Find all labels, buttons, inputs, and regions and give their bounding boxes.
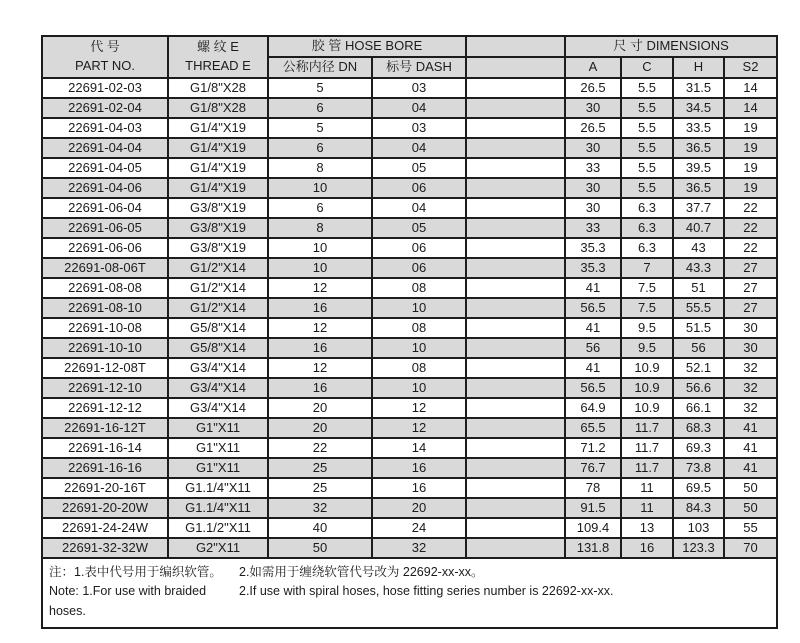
table-row: [42, 118, 777, 138]
cell-dash: 20: [372, 498, 466, 518]
table-header: [42, 36, 777, 78]
table-row: [42, 318, 777, 338]
cell-thread: G3/4"X14: [168, 358, 268, 378]
cell-dim-h: 31.5: [673, 78, 724, 98]
cell-dim-a: 65.5: [565, 418, 621, 438]
cell-dim-c: 5.5: [621, 98, 673, 118]
cell-thread: G1.1/4"X11: [168, 498, 268, 518]
cell-dim-h: 36.5: [673, 138, 724, 158]
cell-illustration: [466, 238, 565, 258]
cell-dash: 10: [372, 378, 466, 398]
cell-dim-s2: 50: [724, 498, 777, 518]
cell-dash: 32: [372, 538, 466, 558]
cell-dim-h: 73.8: [673, 458, 724, 478]
cell-dim-h: 40.7: [673, 218, 724, 238]
cell-dim-s2: 41: [724, 418, 777, 438]
header-thread: [168, 36, 268, 78]
note-en-2: 2.If use with spiral hoses, hose fitting series number is 22692-xx-xx.: [239, 584, 614, 599]
table-row: [42, 518, 777, 538]
cell-dash: 14: [372, 438, 466, 458]
cell-illustration: [466, 218, 565, 238]
table-row: [42, 298, 777, 318]
cell-thread: G1/8"X28: [168, 78, 268, 98]
cell-dim-a: 35.3: [565, 238, 621, 258]
cell-dim-s2: 27: [724, 278, 777, 298]
cell-thread: G1/2"X14: [168, 278, 268, 298]
header-dn: 公称内径 DN: [268, 57, 372, 78]
cell-dim-a: 26.5: [565, 118, 621, 138]
cell-thread: G3/8"X19: [168, 198, 268, 218]
cell-dim-h: 123.3: [673, 538, 724, 558]
table-row: [42, 358, 777, 378]
note-zh-2: 2.如需用于缠绕软管代号改为 22692-xx-xx。: [239, 565, 484, 579]
cell-dash: 12: [372, 418, 466, 438]
cell-dash: 10: [372, 298, 466, 318]
cell-dim-s2: 41: [724, 458, 777, 478]
cell-illustration: [466, 518, 565, 538]
cell-thread: G3/8"X19: [168, 238, 268, 258]
cell-dim-a: 109.4: [565, 518, 621, 538]
note-line-en: [49, 582, 770, 621]
cell-dash: 06: [372, 178, 466, 198]
cell-dim-h: 55.5: [673, 298, 724, 318]
cell-dim-c: 6.3: [621, 198, 673, 218]
cell-dash: 08: [372, 358, 466, 378]
cell-illustration: [466, 198, 565, 218]
table-row: [42, 498, 777, 518]
cell-dim-a: 64.9: [565, 398, 621, 418]
cell-thread: G3/8"X19: [168, 218, 268, 238]
cell-dim-a: 56.5: [565, 298, 621, 318]
cell-dim-c: 5.5: [621, 78, 673, 98]
cell-dim-h: 66.1: [673, 398, 724, 418]
notes-row: [42, 558, 777, 628]
cell-dim-s2: 55: [724, 518, 777, 538]
cell-dn: 10: [268, 258, 372, 278]
cell-dim-c: 11.7: [621, 418, 673, 438]
cell-illustration: [466, 378, 565, 398]
cell-dim-c: 11: [621, 498, 673, 518]
table-row: [42, 338, 777, 358]
cell-thread: G3/4"X14: [168, 378, 268, 398]
cell-dim-s2: 50: [724, 478, 777, 498]
cell-thread: G1"X11: [168, 458, 268, 478]
cell-thread: G2"X11: [168, 538, 268, 558]
cell-dn: 10: [268, 238, 372, 258]
cell-dn: 50: [268, 538, 372, 558]
cell-dash: 10: [372, 338, 466, 358]
cell-dim-s2: 32: [724, 398, 777, 418]
cell-dn: 5: [268, 78, 372, 98]
cell-dash: 03: [372, 118, 466, 138]
cell-illustration: [466, 138, 565, 158]
table-row: [42, 218, 777, 238]
cell-dim-c: 5.5: [621, 178, 673, 198]
cell-part-no: 22691-24-24W: [42, 518, 168, 538]
cell-dim-h: 51: [673, 278, 724, 298]
cell-dim-a: 26.5: [565, 78, 621, 98]
cell-dim-s2: 30: [724, 318, 777, 338]
cell-dim-c: 6.3: [621, 238, 673, 258]
cell-thread: G1/4"X19: [168, 158, 268, 178]
cell-dash: 05: [372, 218, 466, 238]
table-row: [42, 258, 777, 278]
cell-dim-a: 78: [565, 478, 621, 498]
table-row: [42, 478, 777, 498]
cell-thread: G1/8"X28: [168, 98, 268, 118]
header-thread-zh: 螺 纹 E: [197, 39, 239, 55]
cell-illustration: [466, 258, 565, 278]
cell-dn: 8: [268, 158, 372, 178]
cell-dim-a: 30: [565, 138, 621, 158]
cell-dim-a: 56: [565, 338, 621, 358]
table-row: [42, 438, 777, 458]
table-row: [42, 238, 777, 258]
cell-dim-s2: 22: [724, 238, 777, 258]
cell-illustration: [466, 338, 565, 358]
cell-dim-a: 76.7: [565, 458, 621, 478]
cell-thread: G1/2"X14: [168, 298, 268, 318]
cell-dash: 04: [372, 198, 466, 218]
header-thread-en: THREAD E: [185, 58, 251, 73]
cell-dim-c: 10.9: [621, 378, 673, 398]
cell-dn: 16: [268, 378, 372, 398]
table-footer: [42, 558, 777, 628]
cell-dim-c: 13: [621, 518, 673, 538]
cell-thread: G1.1/4"X11: [168, 478, 268, 498]
cell-part-no: 22691-08-06T: [42, 258, 168, 278]
table-row: [42, 98, 777, 118]
cell-thread: G1/4"X19: [168, 118, 268, 138]
cell-dn: 20: [268, 418, 372, 438]
cell-dim-h: 56.6: [673, 378, 724, 398]
cell-dim-s2: 22: [724, 198, 777, 218]
cell-dim-a: 30: [565, 178, 621, 198]
cell-dim-h: 69.5: [673, 478, 724, 498]
header-dimensions: 尺 寸 DIMENSIONS: [565, 36, 777, 57]
cell-dim-a: 30: [565, 98, 621, 118]
cell-illustration: [466, 418, 565, 438]
cell-thread: G1"X11: [168, 418, 268, 438]
cell-part-no: 22691-04-05: [42, 158, 168, 178]
cell-dim-c: 10.9: [621, 398, 673, 418]
note-en-1: Note: 1.For use with braided hoses.: [49, 584, 207, 618]
cell-part-no: 22691-12-08T: [42, 358, 168, 378]
notes-cell: [42, 558, 777, 628]
cell-dn: 12: [268, 358, 372, 378]
cell-illustration: [466, 538, 565, 558]
header-part-no-en: PART NO.: [75, 58, 135, 73]
cell-dim-s2: 32: [724, 378, 777, 398]
hose-fittings-spec-table: [41, 35, 778, 629]
cell-dn: 32: [268, 498, 372, 518]
cell-dash: 04: [372, 138, 466, 158]
cell-dash: 06: [372, 258, 466, 278]
cell-dash: 04: [372, 98, 466, 118]
cell-illustration: [466, 398, 565, 418]
cell-dim-s2: 27: [724, 298, 777, 318]
cell-part-no: 22691-12-12: [42, 398, 168, 418]
cell-thread: G1.1/2"X11: [168, 518, 268, 538]
cell-dim-a: 91.5: [565, 498, 621, 518]
cell-dn: 12: [268, 278, 372, 298]
cell-dim-a: 33: [565, 158, 621, 178]
cell-dash: 16: [372, 458, 466, 478]
cell-dn: 25: [268, 458, 372, 478]
header-dim-h: H: [673, 57, 724, 78]
cell-dim-c: 11: [621, 478, 673, 498]
cell-dash: 03: [372, 78, 466, 98]
header-dim-s2: S2: [724, 57, 777, 78]
cell-part-no: 22691-10-08: [42, 318, 168, 338]
cell-dim-s2: 19: [724, 118, 777, 138]
cell-dim-c: 11.7: [621, 458, 673, 478]
cell-dim-c: 7.5: [621, 298, 673, 318]
cell-dn: 40: [268, 518, 372, 538]
cell-dn: 22: [268, 438, 372, 458]
table-row: [42, 378, 777, 398]
cell-dim-c: 7: [621, 258, 673, 278]
cell-part-no: 22691-02-04: [42, 98, 168, 118]
cell-dim-a: 35.3: [565, 258, 621, 278]
cell-dn: 6: [268, 98, 372, 118]
cell-dim-h: 51.5: [673, 318, 724, 338]
cell-dash: 24: [372, 518, 466, 538]
cell-dim-c: 6.3: [621, 218, 673, 238]
cell-dash: 06: [372, 238, 466, 258]
cell-dim-s2: 22: [724, 218, 777, 238]
table-row: [42, 178, 777, 198]
cell-part-no: 22691-08-10: [42, 298, 168, 318]
cell-illustration: [466, 498, 565, 518]
cell-dash: 05: [372, 158, 466, 178]
table-row: [42, 138, 777, 158]
cell-part-no: 22691-16-16: [42, 458, 168, 478]
cell-dim-c: 9.5: [621, 338, 673, 358]
cell-dim-s2: 27: [724, 258, 777, 278]
cell-thread: G1/4"X19: [168, 138, 268, 158]
cell-thread: G5/8"X14: [168, 318, 268, 338]
cell-part-no: 22691-04-03: [42, 118, 168, 138]
cell-dim-h: 43.3: [673, 258, 724, 278]
cell-dim-h: 68.3: [673, 418, 724, 438]
cell-part-no: 22691-08-08: [42, 278, 168, 298]
cell-dash: 16: [372, 478, 466, 498]
cell-dim-h: 84.3: [673, 498, 724, 518]
cell-illustration: [466, 158, 565, 178]
header-illustration-column-sub: [466, 57, 565, 78]
cell-dash: 08: [372, 278, 466, 298]
cell-dn: 12: [268, 318, 372, 338]
table-row: [42, 398, 777, 418]
table-row: [42, 198, 777, 218]
cell-dim-h: 43: [673, 238, 724, 258]
cell-dim-c: 11.7: [621, 438, 673, 458]
cell-dim-s2: 14: [724, 78, 777, 98]
cell-thread: G1"X11: [168, 438, 268, 458]
cell-dn: 5: [268, 118, 372, 138]
cell-dim-s2: 19: [724, 158, 777, 178]
table-row: [42, 78, 777, 98]
cell-part-no: 22691-06-06: [42, 238, 168, 258]
cell-dim-s2: 41: [724, 438, 777, 458]
header-hose-bore: 胶 管 HOSE BORE: [268, 36, 466, 57]
cell-part-no: 22691-04-04: [42, 138, 168, 158]
cell-illustration: [466, 98, 565, 118]
header-dash: 标号 DASH: [372, 57, 466, 78]
cell-dim-h: 36.5: [673, 178, 724, 198]
cell-dim-c: 5.5: [621, 138, 673, 158]
cell-dn: 16: [268, 298, 372, 318]
cell-thread: G1/2"X14: [168, 258, 268, 278]
cell-dim-c: 9.5: [621, 318, 673, 338]
cell-illustration: [466, 298, 565, 318]
cell-part-no: 22691-16-12T: [42, 418, 168, 438]
cell-dim-s2: 32: [724, 358, 777, 378]
note-zh-1: 注：1.表中代号用于编织软管。: [49, 565, 222, 579]
cell-dim-a: 71.2: [565, 438, 621, 458]
cell-dim-s2: 19: [724, 138, 777, 158]
cell-dim-s2: 19: [724, 178, 777, 198]
header-dim-c: C: [621, 57, 673, 78]
cell-part-no: 22691-06-04: [42, 198, 168, 218]
cell-part-no: 22691-32-32W: [42, 538, 168, 558]
cell-dn: 6: [268, 198, 372, 218]
header-row-top: [42, 36, 777, 57]
cell-dim-a: 41: [565, 318, 621, 338]
table-row: [42, 538, 777, 558]
cell-dn: 8: [268, 218, 372, 238]
cell-part-no: 22691-02-03: [42, 78, 168, 98]
cell-dim-h: 103: [673, 518, 724, 538]
cell-illustration: [466, 178, 565, 198]
table-row: [42, 418, 777, 438]
cell-illustration: [466, 438, 565, 458]
cell-dim-a: 131.8: [565, 538, 621, 558]
note-line-zh: [49, 563, 770, 582]
cell-part-no: 22691-10-10: [42, 338, 168, 358]
cell-dim-s2: 70: [724, 538, 777, 558]
cell-dim-h: 39.5: [673, 158, 724, 178]
cell-part-no: 22691-06-05: [42, 218, 168, 238]
cell-dim-c: 5.5: [621, 118, 673, 138]
cell-part-no: 22691-16-14: [42, 438, 168, 458]
cell-dim-h: 34.5: [673, 98, 724, 118]
cell-illustration: [466, 278, 565, 298]
header-illustration-column-top: [466, 36, 565, 57]
cell-dim-a: 41: [565, 358, 621, 378]
header-part-no-zh: 代 号: [90, 39, 120, 55]
cell-dn: 25: [268, 478, 372, 498]
cell-illustration: [466, 118, 565, 138]
header-part-no: [42, 36, 168, 78]
cell-dim-h: 37.7: [673, 198, 724, 218]
cell-dim-h: 69.3: [673, 438, 724, 458]
cell-illustration: [466, 358, 565, 378]
cell-dn: 10: [268, 178, 372, 198]
cell-part-no: 22691-04-06: [42, 178, 168, 198]
cell-illustration: [466, 458, 565, 478]
cell-illustration: [466, 318, 565, 338]
cell-dim-h: 33.5: [673, 118, 724, 138]
cell-dim-a: 30: [565, 198, 621, 218]
cell-dim-c: 16: [621, 538, 673, 558]
cell-dim-c: 10.9: [621, 358, 673, 378]
cell-part-no: 22691-12-10: [42, 378, 168, 398]
cell-illustration: [466, 478, 565, 498]
cell-dim-c: 7.5: [621, 278, 673, 298]
cell-dim-s2: 30: [724, 338, 777, 358]
cell-thread: G5/8"X14: [168, 338, 268, 358]
cell-dim-c: 5.5: [621, 158, 673, 178]
cell-dn: 16: [268, 338, 372, 358]
cell-dn: 20: [268, 398, 372, 418]
cell-dn: 6: [268, 138, 372, 158]
cell-dim-h: 52.1: [673, 358, 724, 378]
cell-dim-a: 56.5: [565, 378, 621, 398]
cell-dash: 08: [372, 318, 466, 338]
cell-thread: G3/4"X14: [168, 398, 268, 418]
table-body: [42, 78, 777, 558]
cell-dim-s2: 14: [724, 98, 777, 118]
header-dim-a: A: [565, 57, 621, 78]
cell-thread: G1/4"X19: [168, 178, 268, 198]
table-row: [42, 158, 777, 178]
cell-dim-a: 41: [565, 278, 621, 298]
cell-dash: 12: [372, 398, 466, 418]
cell-part-no: 22691-20-16T: [42, 478, 168, 498]
table-row: [42, 278, 777, 298]
cell-illustration: [466, 78, 565, 98]
table-row: [42, 458, 777, 478]
cell-dim-h: 56: [673, 338, 724, 358]
cell-dim-a: 33: [565, 218, 621, 238]
cell-part-no: 22691-20-20W: [42, 498, 168, 518]
